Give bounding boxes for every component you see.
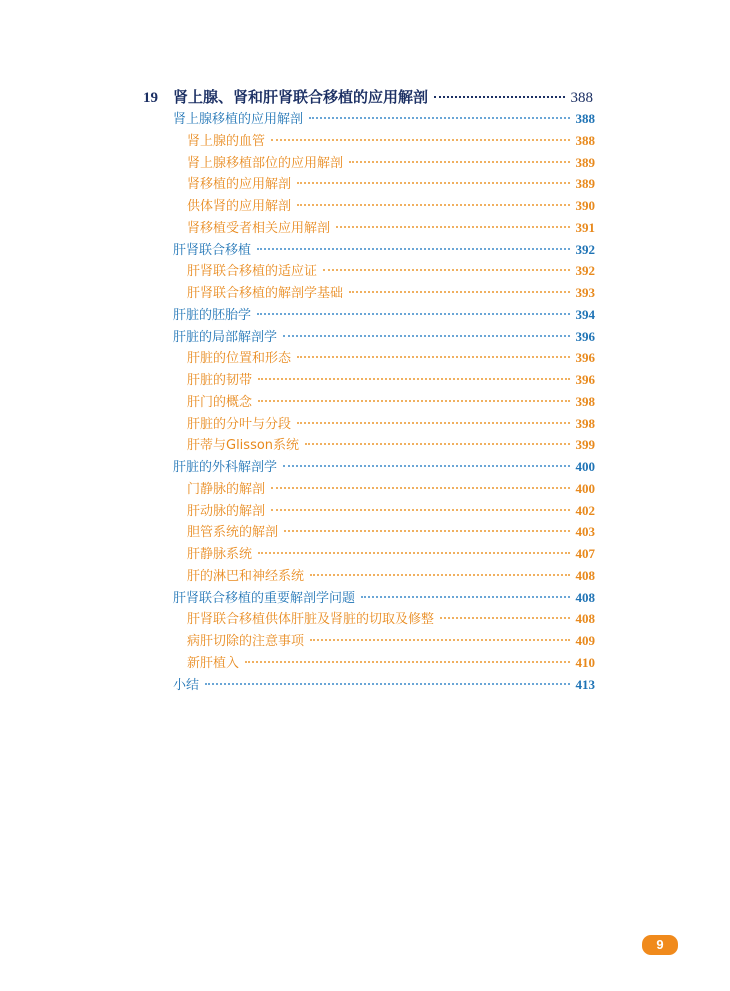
toc-subsection-entry[interactable] <box>187 434 595 456</box>
toc-subsection-entry[interactable] <box>187 608 595 630</box>
entry-title: 肝肾联合移植的适应证 <box>187 264 318 280</box>
entry-page: 388 <box>575 111 595 126</box>
dot-leader <box>310 574 569 576</box>
toc-section-entry[interactable] <box>173 456 595 478</box>
entry-page: 399 <box>575 437 595 453</box>
entry-page: 389 <box>575 176 595 192</box>
entry-title: 肝动脉的解剖 <box>187 503 266 519</box>
dot-leader <box>336 226 569 228</box>
toc-section-entry[interactable] <box>173 674 595 696</box>
entry-title: 胆管系统的解剖 <box>187 525 279 541</box>
toc-subsection-entry[interactable] <box>187 347 595 369</box>
toc-subsection-entry[interactable] <box>187 260 595 282</box>
entry-page: 388 <box>575 132 595 148</box>
toc-subsection-entry[interactable] <box>187 195 595 217</box>
entry-page: 396 <box>575 350 595 366</box>
entry-page: 392 <box>575 263 595 279</box>
entry-title: 肝静脉系统 <box>187 547 253 562</box>
entry-title: 肝肾联合移植供体肝脏及肾脏的切取及修整 <box>187 612 435 628</box>
dot-leader <box>297 356 569 358</box>
dot-leader <box>349 161 569 163</box>
dot-leader <box>284 530 569 532</box>
entry-title: 肝肾联合移植的重要解剖学问题 <box>173 590 356 606</box>
entry-page: 400 <box>575 480 595 496</box>
entry-title: 肾移植的应用解剖 <box>187 177 292 193</box>
dot-leader <box>257 248 569 250</box>
toc-subsection-entry[interactable] <box>187 282 595 304</box>
toc-subsection-entry[interactable] <box>187 630 595 652</box>
toc-subsection-entry[interactable] <box>187 478 595 500</box>
entry-title: 新肝植入 <box>187 655 240 671</box>
entry-title: 肝的淋巴和神经系统 <box>187 568 305 584</box>
chapter-number: 19 <box>143 90 158 106</box>
toc-section-entry[interactable] <box>173 239 595 261</box>
dot-leader <box>434 96 564 98</box>
entry-page: 410 <box>575 654 595 670</box>
dot-leader <box>271 487 569 489</box>
dot-leader <box>205 683 569 685</box>
entry-title: 肾上腺的血管 <box>187 133 266 149</box>
entry-title: 供体肾的应用解剖 <box>187 199 292 214</box>
toc-subsection-entry[interactable] <box>187 413 595 435</box>
toc-subsection-entry[interactable] <box>187 369 595 391</box>
entry-title: 肝蒂与Glisson系统 <box>187 438 300 454</box>
entry-page: 396 <box>575 372 595 387</box>
toc-subsection-entry[interactable] <box>187 500 595 522</box>
entry-title: 肝脏的韧带 <box>187 373 253 388</box>
entry-page: 391 <box>575 219 595 235</box>
entry-page: 393 <box>575 285 595 300</box>
entry-page: 409 <box>575 633 595 648</box>
dot-leader <box>283 335 569 337</box>
toc-section-entry[interactable] <box>173 304 595 326</box>
dot-leader <box>245 661 569 663</box>
dot-leader <box>271 139 569 141</box>
entry-page: 398 <box>575 415 595 431</box>
entry-title: 肝肾联合移植 <box>173 242 252 258</box>
entry-page: 407 <box>575 546 595 561</box>
entry-page: 390 <box>575 198 595 213</box>
entry-page: 402 <box>575 502 595 518</box>
chapter-heading[interactable] <box>143 86 593 108</box>
dot-leader <box>283 465 569 467</box>
toc-subsection-entry[interactable] <box>187 391 595 413</box>
entry-title: 肝脏的胚胎学 <box>173 307 252 323</box>
dot-leader <box>258 378 569 380</box>
entry-title: 肝脏的外科解剖学 <box>173 460 278 475</box>
dot-leader <box>297 182 569 184</box>
dot-leader <box>258 400 569 402</box>
toc-subsection-entry[interactable] <box>187 217 595 239</box>
dot-leader <box>440 617 569 619</box>
dot-leader <box>305 443 569 445</box>
chapter-title: 肾上腺、肾和肝肾联合移植的应用解剖 <box>173 88 429 106</box>
dot-leader <box>297 204 569 206</box>
toc-subsection-entry[interactable] <box>187 521 595 543</box>
entry-title: 肾移植受者相关应用解剖 <box>187 220 331 236</box>
toc-section-entry[interactable] <box>173 587 595 609</box>
dot-leader <box>297 422 569 424</box>
dot-leader <box>271 509 569 511</box>
toc-subsection-entry[interactable] <box>187 152 595 174</box>
dot-leader <box>361 596 569 598</box>
entry-page: 408 <box>575 589 595 605</box>
entry-page: 408 <box>575 611 595 627</box>
toc-subsection-entry[interactable] <box>187 543 595 565</box>
entry-page: 403 <box>575 524 595 540</box>
entry-page: 394 <box>575 306 595 322</box>
entry-page: 400 <box>575 459 595 474</box>
entry-title: 肝脏的分叶与分段 <box>187 416 292 432</box>
entry-page: 408 <box>575 567 595 583</box>
entry-title: 肝脏的位置和形态 <box>187 351 292 367</box>
entry-page: 389 <box>575 154 595 170</box>
toc-section-entry[interactable] <box>173 326 595 348</box>
dot-leader <box>349 291 569 293</box>
entry-title: 肾上腺移植的应用解剖 <box>173 112 304 127</box>
dot-leader <box>257 313 569 315</box>
entry-title: 肝脏的局部解剖学 <box>173 329 278 345</box>
toc-subsection-entry[interactable] <box>187 565 595 587</box>
entry-title: 病肝切除的注意事项 <box>187 634 305 649</box>
toc-section-entry[interactable] <box>173 108 595 130</box>
toc-subsection-entry[interactable] <box>187 173 595 195</box>
entry-title: 肝门的概念 <box>187 394 253 410</box>
entry-page: 413 <box>575 676 595 692</box>
entry-title: 小结 <box>173 677 200 693</box>
entry-page: 392 <box>575 241 595 257</box>
entry-page: 396 <box>575 328 595 344</box>
dot-leader <box>258 552 569 554</box>
entry-title: 肾上腺移植部位的应用解剖 <box>187 155 344 171</box>
chapter-page: 388 <box>570 90 593 106</box>
entry-title: 门静脉的解剖 <box>187 481 266 497</box>
toc-subsection-entry[interactable] <box>187 652 595 674</box>
dot-leader <box>323 269 569 271</box>
toc-subsection-entry[interactable] <box>187 130 595 152</box>
entry-title: 肝肾联合移植的解剖学基础 <box>187 286 344 301</box>
dot-leader <box>309 117 569 119</box>
entry-page: 398 <box>575 393 595 409</box>
dot-leader <box>310 639 569 641</box>
page-number-badge: 9 <box>642 935 678 955</box>
